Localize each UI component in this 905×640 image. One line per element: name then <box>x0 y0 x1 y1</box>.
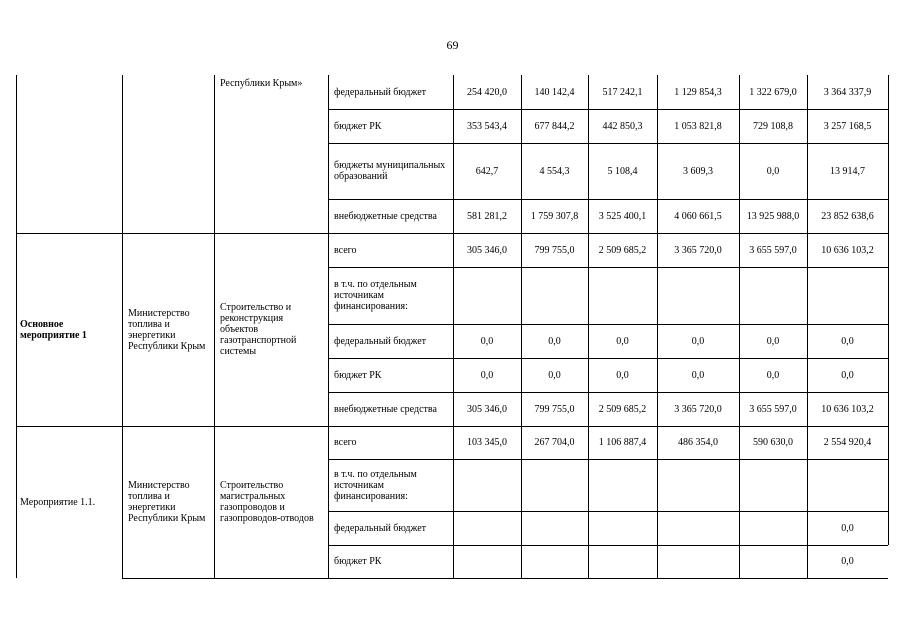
value-cell: 0,0 <box>841 556 854 567</box>
value-cell: 23 852 638,6 <box>821 211 874 222</box>
value-cell: 353 543,4 <box>467 121 507 132</box>
value-cell: 3 609,3 <box>683 166 713 177</box>
row-divider <box>328 511 888 512</box>
value-cell: 0,0 <box>480 370 494 381</box>
value-cell: 0,0 <box>548 370 561 381</box>
value-cell: 103 345,0 <box>467 437 507 448</box>
group-divider <box>16 426 888 427</box>
value-cell: 254 420,0 <box>467 87 507 98</box>
value-cell: 0,0 <box>841 523 854 534</box>
activity-cell: Строительство и реконструкция объектов газотранспортной системы <box>220 302 297 357</box>
funding-source-cell: бюджеты муниципальных образований <box>334 160 446 182</box>
value-cell: 13 914,7 <box>830 166 865 177</box>
row-divider <box>328 358 888 359</box>
value-cell: 799 755,0 <box>534 404 575 415</box>
value-cell: 0,0 <box>766 370 780 381</box>
value-cell: 486 354,0 <box>678 437 718 448</box>
value-cell: 1 759 307,8 <box>530 211 579 222</box>
value-cell: 4 554,3 <box>539 166 570 177</box>
row-divider <box>328 143 888 144</box>
group-divider <box>16 233 888 234</box>
funding-source-cell: в т.ч. по отдельным источникам финансирования: <box>334 279 417 312</box>
value-cell: 10 636 103,2 <box>821 404 874 415</box>
funding-source-cell: бюджет РК <box>334 370 382 381</box>
value-cell: 1 053 821,8 <box>674 121 722 132</box>
value-cell: 590 630,0 <box>753 437 793 448</box>
value-cell: 1 106 887,4 <box>598 437 647 448</box>
activity-cell: Строительство магистральных газопроводов и газопроводов-отводов <box>220 480 314 524</box>
value-cell: 3 364 337,9 <box>823 87 872 98</box>
funding-source-cell: федеральный бюджет <box>334 87 427 98</box>
funding-source-cell: всего <box>334 245 357 256</box>
executor-cell: Министерство топлива и энергетики Республики Крым <box>128 480 206 524</box>
table-vline <box>588 75 589 578</box>
row-divider <box>328 199 888 200</box>
value-cell: 642,7 <box>475 166 499 177</box>
value-cell: 3 257 168,5 <box>823 121 872 132</box>
row-divider <box>328 109 888 110</box>
row-divider <box>328 545 888 546</box>
value-cell: 1 322 679,0 <box>749 87 797 98</box>
value-cell: 140 142,4 <box>534 87 575 98</box>
value-cell: 3 655 597,0 <box>749 404 797 415</box>
value-cell: 5 108,4 <box>607 166 638 177</box>
value-cell: 2 554 920,4 <box>823 437 872 448</box>
table-vline <box>521 75 522 578</box>
executor-cell: Министерство топлива и энергетики Республики Крым <box>128 308 206 352</box>
table-vline <box>16 75 17 578</box>
value-cell: 305 346,0 <box>467 404 507 415</box>
table-vline <box>807 75 808 578</box>
table-vline <box>328 75 329 578</box>
table-vline <box>739 75 740 578</box>
value-cell: 0,0 <box>841 370 854 381</box>
value-cell: 0,0 <box>691 370 705 381</box>
value-cell: 2 509 685,2 <box>598 404 647 415</box>
funding-source-cell: федеральный бюджет <box>334 523 427 534</box>
event-name-cell: Мероприятие 1.1. <box>20 497 96 508</box>
value-cell: 10 636 103,2 <box>821 245 874 256</box>
value-cell: 3 655 597,0 <box>749 245 797 256</box>
funding-source-cell: внебюджетные средства <box>334 404 437 415</box>
value-cell: 0,0 <box>766 166 780 177</box>
table-vline <box>657 75 658 578</box>
value-cell: 0,0 <box>480 336 494 347</box>
value-cell: 13 925 988,0 <box>746 211 800 222</box>
value-cell: 4 060 661,5 <box>674 211 722 222</box>
funding-source-cell: в т.ч. по отдельным источникам финансирования: <box>334 469 417 502</box>
table-bottom-line <box>122 578 328 579</box>
table-bottom-line <box>328 578 888 579</box>
value-cell: 1 129 854,3 <box>674 87 722 98</box>
table-vline-right <box>888 75 889 545</box>
value-cell: 677 844,2 <box>534 121 575 132</box>
row-divider <box>328 324 888 325</box>
value-cell: 0,0 <box>616 336 629 347</box>
value-cell: 0,0 <box>616 370 629 381</box>
value-cell: 267 704,0 <box>534 437 575 448</box>
value-cell: 0,0 <box>691 336 705 347</box>
page-number: 69 <box>446 38 459 52</box>
value-cell: 0,0 <box>841 336 854 347</box>
value-cell: 2 509 685,2 <box>598 245 647 256</box>
value-cell: 3 365 720,0 <box>674 404 722 415</box>
table-vline <box>453 75 454 578</box>
funding-source-cell: бюджет РК <box>334 121 382 132</box>
value-cell: 729 108,8 <box>753 121 793 132</box>
value-cell: 0,0 <box>548 336 561 347</box>
row-divider <box>328 459 888 460</box>
value-cell: 517 242,1 <box>602 87 643 98</box>
event-name-cell: Основное мероприятие 1 <box>20 319 87 341</box>
value-cell: 0,0 <box>766 336 780 347</box>
funding-source-cell: бюджет РК <box>334 556 382 567</box>
table-vline <box>214 75 215 578</box>
row-divider <box>328 267 888 268</box>
table-vline <box>122 75 123 578</box>
funding-source-cell: федеральный бюджет <box>334 336 427 347</box>
value-cell: 442 850,3 <box>602 121 643 132</box>
row-divider <box>328 392 888 393</box>
funding-source-cell: внебюджетные средства <box>334 211 437 222</box>
value-cell: 799 755,0 <box>534 245 575 256</box>
value-cell: 3 365 720,0 <box>674 245 722 256</box>
value-cell: 305 346,0 <box>467 245 507 256</box>
activity-cell: Республики Крым» <box>220 78 303 89</box>
value-cell: 3 525 400,1 <box>598 211 647 222</box>
value-cell: 581 281,2 <box>467 211 507 222</box>
funding-source-cell: всего <box>334 437 357 448</box>
